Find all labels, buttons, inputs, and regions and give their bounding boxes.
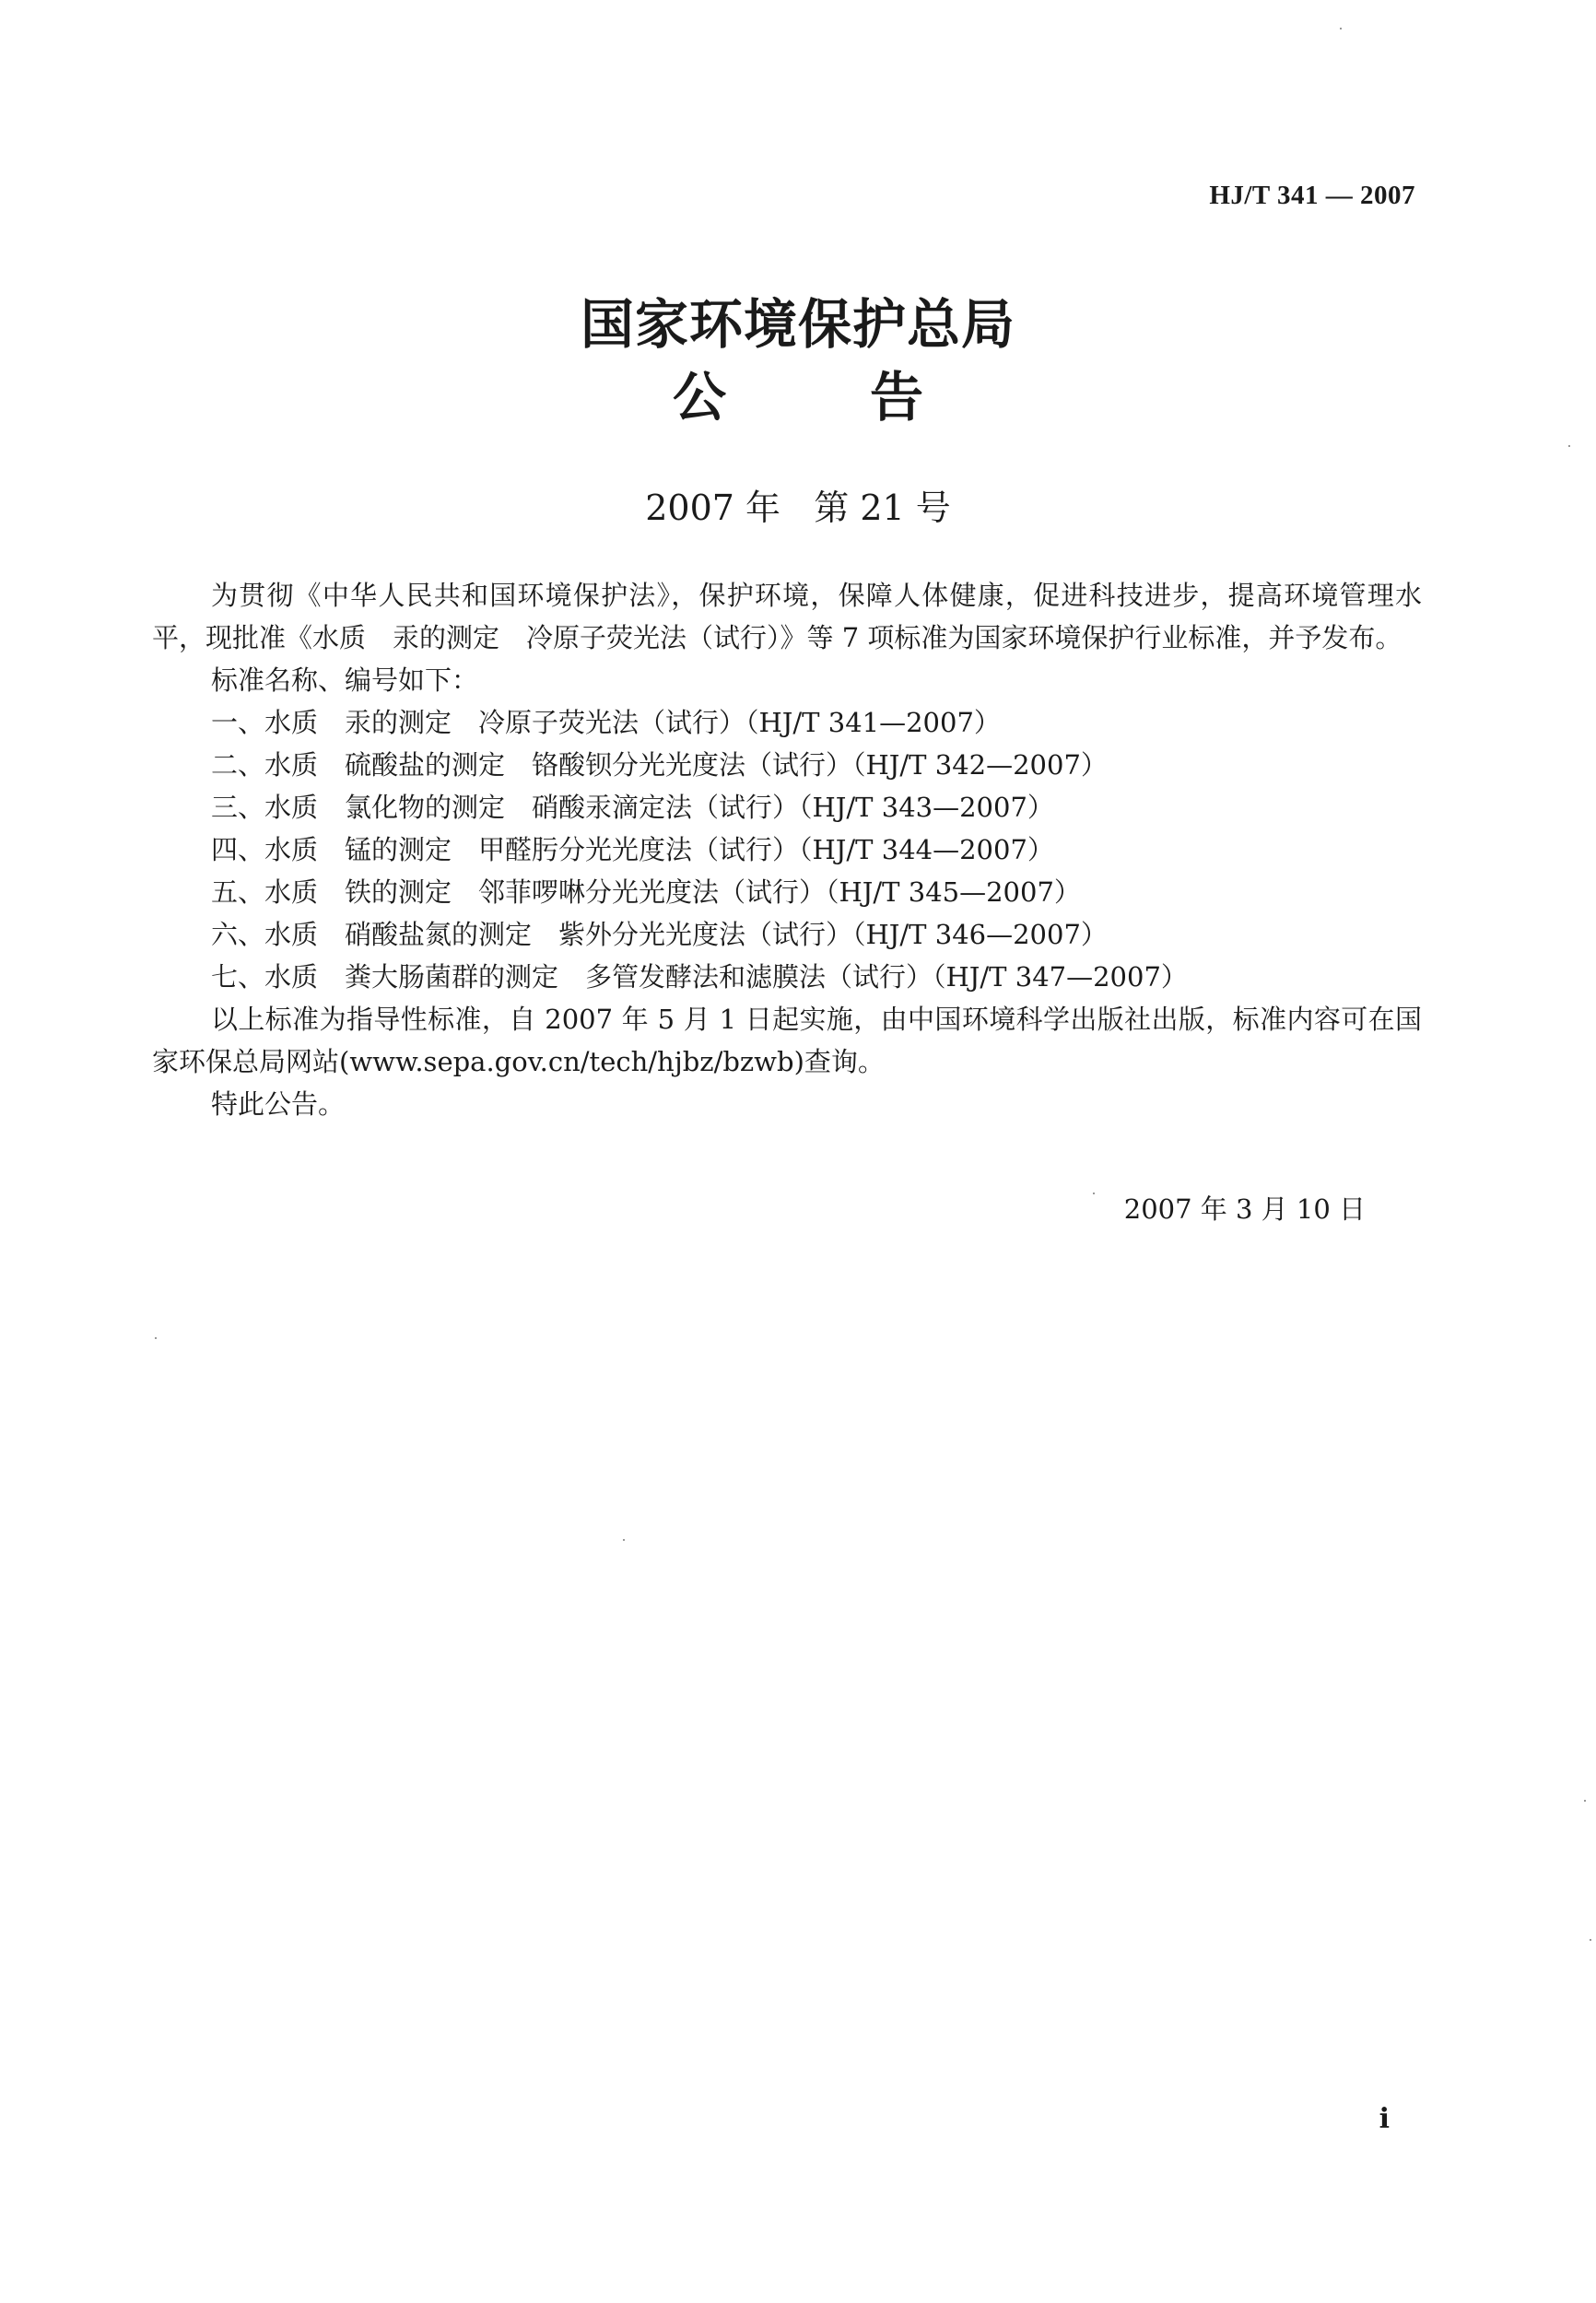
- scan-speck: [1584, 1800, 1586, 1802]
- standard-code: HJ/T 341 — 2007: [1209, 181, 1415, 210]
- scan-speck: [1590, 1939, 1591, 1941]
- closing-line: 特此公告。: [211, 1088, 346, 1120]
- standard-item: 五、水质 铁的测定 邻菲啰啉分光光度法（试行）（HJ/T 345—2007）: [211, 876, 1081, 908]
- notice-date: 2007 年 3 月 10 日: [1123, 1193, 1366, 1225]
- intro-paragraph: 为贯彻《中华人民共和国环境保护法》，保护环境，保障人体健康，促进科技进步，提高环境管理水平，现批准《水质 汞的测定 冷原子荧光法（试行）》等 7 项标准为国家环境保护行业标准，并予发布。: [152, 580, 1422, 653]
- standard-item: 三、水质 氯化物的测定 硝酸汞滴定法（试行）（HJ/T 343—2007）: [211, 792, 1054, 823]
- notice-title-char: 公: [672, 366, 726, 429]
- scan-speck: [1568, 445, 1570, 447]
- page-number: i: [1379, 2103, 1390, 2135]
- standard-item: 六、水质 硝酸盐氮的测定 紫外分光光度法（试行）（HJ/T 346—2007）: [211, 919, 1108, 950]
- scan-speck: [155, 1337, 157, 1339]
- list-heading: 标准名称、编号如下：: [211, 664, 479, 696]
- implementation-paragraph: 以上标准为指导性标准，自 2007 年 5 月 1 日起实施，由中国环境科学出版社出版，标准内容可在国家环保总局网站(www.sepa.gov.cn/tech/hjbz/bzwb)查询。: [152, 1004, 1422, 1077]
- standard-item: 一、水质 汞的测定 冷原子荧光法（试行）（HJ/T 341—2007）: [211, 707, 1001, 738]
- agency-title: 国家环境保护总局: [580, 293, 1015, 356]
- notice-title-char: 告: [870, 366, 924, 429]
- standard-item: 二、水质 硫酸盐的测定 铬酸钡分光光度法（试行）（HJ/T 342—2007）: [211, 749, 1108, 781]
- standard-item: 四、水质 锰的测定 甲醛肟分光光度法（试行）（HJ/T 344—2007）: [211, 834, 1054, 865]
- notice-title: [0, 354, 1596, 431]
- scan-speck: [623, 1539, 625, 1541]
- scan-speck: [1340, 28, 1342, 29]
- standard-item: 七、水质 粪大肠菌群的测定 多管发酵法和滤膜法（试行）（HJ/T 347—2007）: [211, 961, 1188, 993]
- issue-number: 2007 年 第 21 号: [645, 488, 951, 528]
- scan-speck: [1093, 1193, 1095, 1194]
- notice-body: [152, 574, 1422, 1125]
